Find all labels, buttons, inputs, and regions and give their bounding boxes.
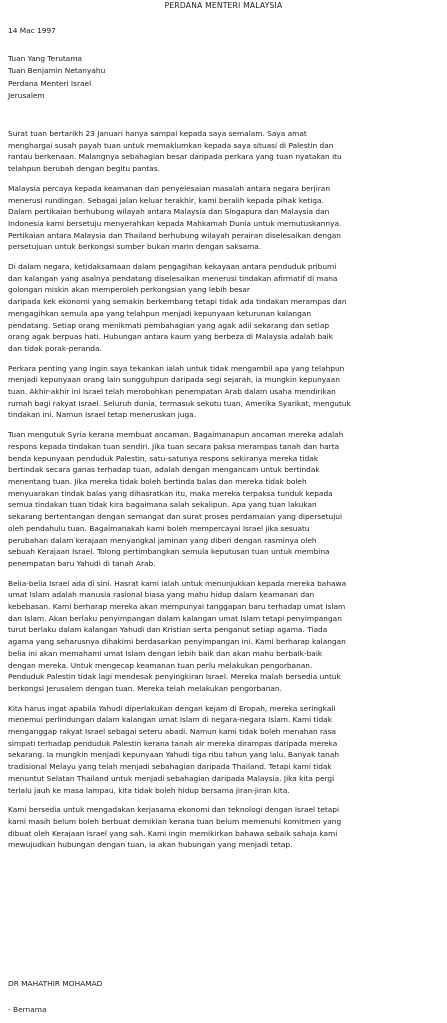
paragraph-line: benda kepunyaan penduduk Palestin, satu-satunya respons sekiranya mereka tidak: [8, 453, 319, 463]
paragraph-line: daripada kek ekonomi yang semakin berkembang tetapi tidak ada tindakan merampas dan: [8, 297, 347, 307]
paragraph-line: dan kalangan yang asalnya pendatang diselesaikan menerusi tindakan afirmatif di mana: [8, 273, 338, 283]
paragraph-line: respons kepada tindakan tuan sendiri. Jika tuan secara paksa merampas tanah dan harta: [8, 441, 340, 451]
paragraph: [8, 578, 440, 695]
paragraph-line: golongan miskin akan memperoleh perkongsian yang lebih besar: [8, 285, 250, 295]
paragraph-line: umat Islam adalah manusia rasional biasa yang mahu hidup dalam keamanan dan: [8, 590, 315, 600]
paragraph-line: Indonesia kami bersetuju menyerahkan kepada Mahkamah Dunia untuk memutuskannya.: [8, 218, 342, 228]
paragraph-line: orang agak berpuas hati. Hubungan antara kaum yang berbeza di Malaysia adalah baik: [8, 332, 334, 342]
paragraph-line: dengan mereka. Untuk mengecap keamanan tuan perlu melakukan pengorbanan.: [8, 660, 313, 670]
paragraph-line: Tuan mengutuk Syria kerana membuat ancaman. Bagaimanapun ancaman mereka adalah: [8, 430, 344, 440]
paragraph-line: tindakan ini. Namun Israel tetap meneruskan juga.: [8, 410, 197, 420]
recipient-line: Jerusalem: [8, 91, 45, 101]
paragraph-line: Kita harus ingat apabila Yahudi diperlakukan dengan kejam di Eropah, mereka seringkali: [8, 703, 336, 713]
paragraph-line: Dalam pertikaian berhubung wilayah antara Malaysia dan Singapura dan Malaysia dan: [8, 207, 330, 217]
paragraph-line: menerusi rundingan. Sebagai jalan keluar terakhir, kami beralih kepada pihak ketiga.: [8, 195, 324, 205]
signature: DR MAHATHIR MOHAMAD: [8, 979, 103, 988]
paragraph-line: tuan. Akhir-akhir ini Israel telah merobohkan penempatan Arab dalam usaha mendirikan: [8, 387, 336, 397]
paragraph-line: agama yang seharusnya dihakimi berdasarkan penyimpangan ini. Kami berharap kalangan: [8, 637, 346, 647]
paragraph: [8, 363, 440, 422]
paragraph-line: menemui perlindungan dalam kalangan umat Islam di negara-negara Islam. Kami tidak: [8, 715, 332, 725]
paragraph-line: rantau berkenaan. Malangnya sebahagian besar daripada perkara yang tuan nyatakan itu: [8, 152, 342, 162]
paragraph: [8, 804, 440, 851]
paragraph-line: semua tindakan tuan tidak kira bagaimana salah sekalipun. Apa yang tuan lakukan: [8, 500, 317, 510]
paragraph-line: menjadi kepunyaan orang lain sungguhpun daripada segi sejarah, ia mungkin kepunyaan: [8, 375, 340, 385]
paragraph: [8, 128, 440, 175]
paragraph-line: Penduduk Palestin tidak lagi mendesak penyingkiran Israel. Mereka malah bersedia untuk: [8, 672, 341, 682]
paragraph-line: Belia-belia Israel ada di sini. Hasrat kami ialah untuk menunjukkan kepada mereka bahawa: [8, 578, 347, 588]
paragraph-line: berkongsi Jerusalem dengan tuan. Mereka telah melakukan pengorbanan.: [8, 683, 282, 693]
letter-date: 14 Mac 1997: [8, 26, 56, 35]
paragraph-line: sekarang bertentangan dengan semangat dan surat proses perdamaian yang dipersetujui: [8, 512, 343, 522]
paragraph: [8, 261, 440, 355]
news-source: - Bernama: [8, 1005, 47, 1014]
paragraph-line: Malaysia percaya kepada keamanan dan penyelesaian masalah antara negara berjiran: [8, 183, 330, 193]
letterhead: PERDANA MENTERI MALAYSIA: [164, 1, 283, 10]
paragraph: [8, 703, 440, 797]
paragraph-line: belia ini akan memahami umat Islam dengan lebih baik dan akan mahu berbaik-baik: [8, 648, 323, 658]
paragraph-line: sekarang. Ia mungkin menjadi kepunyaan Yahudi tiga ribu tahun yang lalu. Banyak tanah: [8, 750, 340, 760]
paragraph-line: persetujuan untuk berkongsi sumber bukan marin dengan saksama.: [8, 242, 262, 252]
paragraph-line: kami masih belum boleh berbuat demikian kerana tuan belum memenuhi komitmen yang: [8, 816, 342, 826]
recipient-line: Tuan Yang Terutama: [8, 54, 83, 63]
paragraph-line: Di dalam negara, ketidaksamaan dalam pengagihan kekayaan antara penduduk pribumi: [8, 262, 337, 272]
paragraph-line: penempatan baru Yahudi di tanah Arab.: [8, 558, 156, 568]
paragraph-line: menentang tuan. Jika mereka tidak boleh bertinda balas dan mereka tidak boleh: [8, 476, 307, 486]
paragraph-line: kebebasan. Kami berharap mereka akan mempunyai tanggapan baru terhadap umat Islam: [8, 602, 346, 612]
paragraph-line: Surat tuan bertarikh 23 Januari hanya sampai kepada saya semalam. Saya amat: [8, 129, 307, 138]
paragraph-line: terlalu jauh ke masa lampau, kita tidak boleh hidup bersama jiran-jiran kita.: [8, 785, 290, 795]
paragraph-line: simpati terhadap penduduk Palestin kerana tanah air mereka dirampas daripada mereka: [8, 738, 338, 748]
paragraph-line: Perkara penting yang ingin saya tekankan ialah untuk tidak mengambil apa yang telahpun: [8, 363, 345, 373]
paragraph-line: sebuah Kerajaan Israel. Tolong pertimbangkan semula keputusan tuan untuk membina: [8, 547, 330, 557]
paragraph-line: rumah bagi rakyat Israel. Seluruh dunia, termasuk sekutu tuan, Amerika Syarikat, mengutuk: [8, 398, 351, 408]
paragraph: [8, 429, 440, 569]
paragraph-line: Kami bersedia untuk mengadakan kerjasama ekonomi dan teknologi dengan Israel tetapi: [8, 805, 340, 815]
recipient-line: Perdana Menteri Israel: [8, 78, 92, 88]
recipient-line: Tuan Benjamin Netanyahu: [8, 66, 106, 76]
paragraph-line: dan tidak porak-peranda.: [8, 343, 102, 353]
paragraph-line: menganggap rakyat Israel sebagai seteru abadi. Namun kami tidak boleh menahan rasa: [8, 727, 336, 737]
paragraph-line: mengagihkan semula apa yang telahpun menjadi kepunyaan keturunan kalangan: [8, 308, 312, 318]
paragraph-line: menyuarakan tindak balas yang dihasratkan itu, maka mereka terpaksa tunduk kepada: [8, 488, 333, 498]
paragraph-line: menuntut Selatan Thailand untuk menjadi sebahagian daripada Malaysia. Jika kita pergi: [8, 773, 335, 783]
paragraph-line: oleh pendahulu tuan. Bagaimanakah kami boleh mempercayai Israel jika sesuatu: [8, 523, 310, 533]
paragraph-line: dan Islam. Akan berlaku penyimpangan dalam kalangan umat Islam tetapi penyimpangan: [8, 613, 342, 623]
paragraph-line: mewujudkan hubungan dengan tuan, ia akan hubungan yang menjadi tetap.: [8, 840, 293, 850]
paragraph-line: Pertikaian antara Malaysia dan Thailand berhubung wilayah perairan diselesaikan dengan: [8, 230, 341, 240]
paragraph-line: tradisional Melayu yang telah menjadi sebahagian daripada Thailand. Tetapi kami tidak: [8, 762, 332, 772]
recipient-address: [8, 53, 105, 103]
letter-body: [8, 128, 440, 859]
paragraph-line: perubahan dalam kerajaan menyangkal jaminan yang diberi dengan rasminya oleh: [8, 535, 317, 545]
paragraph-line: dibuat oleh Kerajaan Israel yang sah. Kami ingin memikirkan bahawa sebaik sahaja kami: [8, 828, 338, 838]
paragraph-line: bertindak secara ganas terhadap tuan, adalah dengan mengancam untuk bertindak: [8, 465, 320, 475]
paragraph-line: menghargai susah payah tuan untuk memaklumkan kepada saya situasi di Palestin dan: [8, 140, 334, 150]
paragraph-line: pendatang. Setiap orang menikmati pembahagian yang agak adil sekarang dan setiap: [8, 320, 330, 330]
paragraph-line: turut berlaku dalam kalangan Yahudi dan Kristian serta penganut setiap agama. Tiada: [8, 625, 328, 635]
paragraph: [8, 183, 440, 253]
paragraph-line: telahpun berubah dengan begitu pantas.: [8, 164, 160, 174]
